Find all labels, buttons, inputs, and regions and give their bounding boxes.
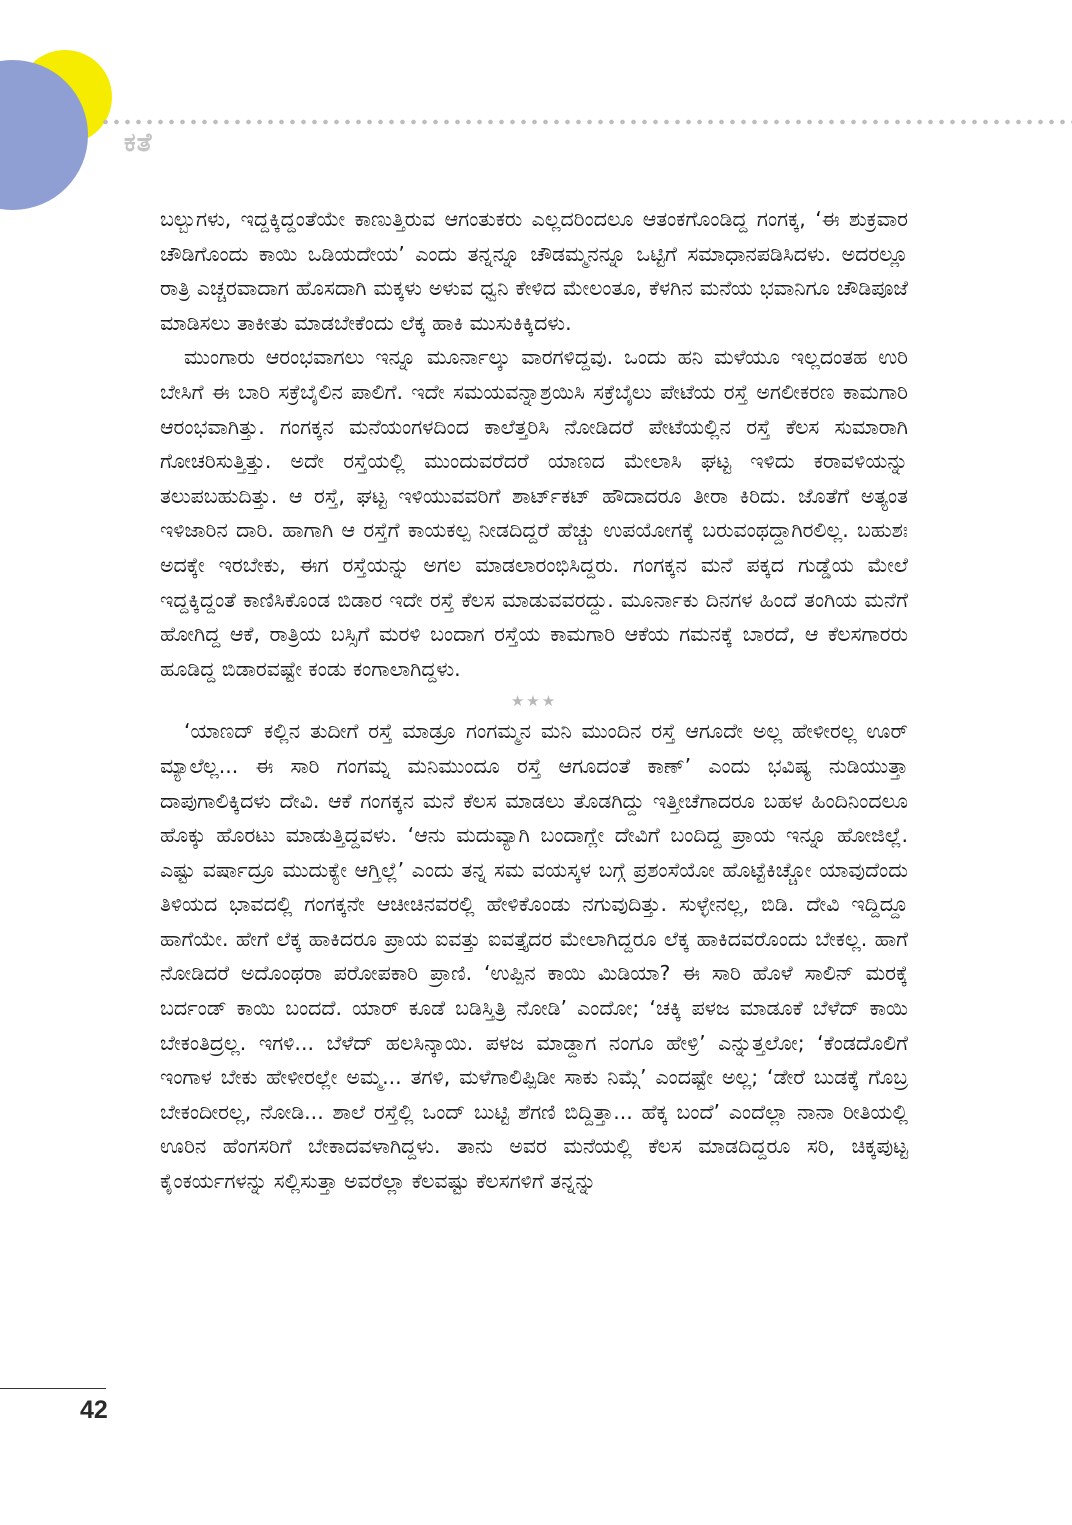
paragraph-1: ಬಲ್ಬುಗಳು, ಇದ್ದಕ್ಕಿದ್ದಂತೆಯೇ ಕಾಣುತ್ತಿರುವ ಆಗಂತುಕರು ಎಲ್ಲದರಿಂದಲೂ ಆತಂಕಗೊಂಡಿದ್ದ ಗಂಗಕ್ಕ, ‘ಈ ಶುಕ್ರವಾರ ಚೌಡಿಗೊಂದು ಕಾಯಿ ಒಡಿಯದೇಯ’ ಎಂದು ತನ್ನನ್ನೂ ಚೌಡಮ್ಮನನ್ನೂ ಒಟ್ಟಿಗೆ ಸಮಾಧಾನಪಡಿಸಿದಳು. ಅದರಲ್ಲೂ ರಾತ್ರಿ ಎಚ್ಚರವಾದಾಗ ಹೊಸದಾಗಿ ಮಕ್ಕಳು ಅಳುವ ಧ್ವನಿ ಕೇಳಿದ ಮೇಲಂತೂ, ಕೆಳಗಿನ ಮನೆಯ ಭವಾನಿಗೂ ಚೌಡಿಪೂಜೆ ಮಾಡಿಸಲು ತಾಕೀತು ಮಾಡಬೇಕೆಂದು ಲೆಕ್ಕ ಹಾಕಿ ಮುಸುಕಿಕ್ಕಿದಳು. [160,207,908,335]
story-body [160,202,908,1199]
section-label: ಕತೆ [124,128,153,158]
paragraph-2: ಮುಂಗಾರು ಆರಂಭವಾಗಲು ಇನ್ನೂ ಮೂರ್ನಾಲ್ಕು ವಾರಗಳಿದ್ದವು. ಒಂದು ಹನಿ ಮಳೆಯೂ ಇಲ್ಲದಂತಹ ಉರಿ ಬೇಸಿಗೆ ಈ ಬಾರಿ ಸಕ್ರೆಬೈಲಿನ ಪಾಲಿಗೆ. ಇದೇ ಸಮಯವನ್ನಾಶ್ರಯಿಸಿ ಸಕ್ರೆಬೈಲು ಪೇಟೆಯ ರಸ್ತೆ ಅಗಲೀಕರಣ ಕಾಮಗಾರಿ ಆರಂಭವಾಗಿತ್ತು. ಗಂಗಕ್ಕನ ಮನೆಯಂಗಳದಿಂದ ಕಾಲೆತ್ತರಿಸಿ ನೋಡಿದರೆ ಪೇಟೆಯಲ್ಲಿನ ರಸ್ತೆ ಕೆಲಸ ಸುಮಾರಾಗಿ ಗೋಚರಿಸುತ್ತಿತ್ತು. ಅದೇ ರಸ್ತೆಯಲ್ಲಿ ಮುಂದುವರೆದರೆ ಯಾಣದ ಮೇಲಾಸಿ ಘಟ್ಟ ಇಳಿದು ಕರಾವಳಿಯನ್ನು ತಲುಪಬಹುದಿತ್ತು. ಆ ರಸ್ತೆ, ಘಟ್ಟ ಇಳಿಯುವವರಿಗೆ ಶಾರ್ಟ್‌ಕಟ್ ಹೌದಾದರೂ ತೀರಾ ಕಿರಿದು. ಜೊತೆಗೆ ಅತ್ಯಂತ ಇಳಿಜಾರಿನ ದಾರಿ. ಹಾಗಾಗಿ ಆ ರಸ್ತೆಗೆ ಕಾಯಕಲ್ಪ ನೀಡದಿದ್ದರೆ ಹೆಚ್ಚು ಉಪಯೋಗಕ್ಕೆ ಬರುವಂಥದ್ದಾಗಿರಲಿಲ್ಲ. ಬಹುಶಃ ಅದಕ್ಕೇ ಇರಬೇಕು, ಈಗ ರಸ್ತೆಯನ್ನು ಅಗಲ ಮಾಡಲಾರಂಭಿಸಿದ್ದರು. ಗಂಗಕ್ಕನ ಮನೆ ಪಕ್ಕದ ಗುಡ್ಡೆಯ ಮೇಲೆ ಇದ್ದಕ್ಕಿದ್ದಂತೆ ಕಾಣಿಸಿಕೊಂಡ ಬಿಡಾರ ಇದೇ ರಸ್ತೆ ಕೆಲಸ ಮಾಡುವವರದ್ದು. ಮೂರ್ನಾಕು ದಿನಗಳ ಹಿಂದೆ ತಂಗಿಯ ಮನೆಗೆ ಹೋಗಿದ್ದ ಆಕೆ, ರಾತ್ರಿಯ ಬಸ್ಸಿಗೆ ಮರಳಿ ಬಂದಾಗ ರಸ್ತೆಯ ಕಾಮಗಾರಿ ಆಕೆಯ ಗಮನಕ್ಕೆ ಬಾರದೆ, ಆ ಕೆಲಸಗಾರರು ಹೂಡಿದ್ದ ಬಿಡಾರವಷ್ಟೇ ಕಂಡು ಕಂಗಾಲಾಗಿದ್ದಳು. [160,345,908,681]
dotted-header-rule [100,118,1072,126]
paragraph-3: ‘ಯಾಣದ್ ಕಲ್ಲಿನ ತುದೀಗೆ ರಸ್ತೆ ಮಾಡ್ರೂ ಗಂಗಮ್ಮನ ಮನಿ ಮುಂದಿನ ರಸ್ತೆ ಆಗೂದೇ ಅಲ್ಲ ಹೇಳೀರಲ್ಲ ಊರ್ ಮ್ಯಾಲೆಲ್ಲ... ಈ ಸಾರಿ ಗಂಗಮ್ನ ಮನಿಮುಂದೂ ರಸ್ತೆ ಆಗೂದಂತೆ ಕಾಣ್’ ಎಂದು ಭವಿಷ್ಯ ನುಡಿಯುತ್ತಾ ದಾಪುಗಾಲಿಕ್ಕಿದಳು ದೇವಿ. ಆಕೆ ಗಂಗಕ್ಕನ ಮನೆ ಕೆಲಸ ಮಾಡಲು ತೊಡಗಿದ್ದು ಇತ್ತೀಚೆಗಾದರೂ ಬಹಳ ಹಿಂದಿನಿಂದಲೂ ಹೊಕ್ಕು ಹೊರಟು ಮಾಡುತ್ತಿದ್ದವಳು. ‘ಆನು ಮದುವ್ಯಾಗಿ ಬಂದಾಗ್ಲೇ ದೇವಿಗೆ ಬಂದಿದ್ದ ಪ್ರಾಯ ಇನ್ನೂ ಹೋಜಿಲ್ಲೆ. ಎಷ್ಟು ವರ್ಷಾದ್ರೂ ಮುದುಕ್ಯೇ ಆಗ್ತಿಲ್ಲೆ’ ಎಂದು ತನ್ನ ಸಮ ವಯಸ್ಕಳ ಬಗ್ಗೆ ಪ್ರಶಂಸೆಯೋ ಹೊಟ್ಟೆಕಿಚ್ಚೋ ಯಾವುದೆಂದು ತಿಳಿಯದ ಭಾವದಲ್ಲಿ ಗಂಗಕ್ಕನೇ ಆಚೀಚಿನವರಲ್ಲಿ ಹೇಳಿಕೊಂಡು ನಗುವುದಿತ್ತು. ಸುಳ್ಳೇನಲ್ಲ, ಬಿಡಿ. ದೇವಿ ಇದ್ದಿದ್ದೂ ಹಾಗೆಯೇ. ಹೇಗೆ ಲೆಕ್ಕ ಹಾಕಿದರೂ ಪ್ರಾಯ ಐವತ್ತು ಐವತ್ತೈದರ ಮೇಲಾಗಿದ್ದರೂ ಲೆಕ್ಕ ಹಾಕಿದವರೊಂದು ಬೇಕಲ್ಲ. ಹಾಗೆ ನೋಡಿದರೆ ಅದೊಂಥರಾ ಪರೋಪಕಾರಿ ಪ್ರಾಣಿ. ‘ಉಪ್ಪಿನ ಕಾಯಿ ಮಿಡಿಯಾ? ಈ ಸಾರಿ ಹೊಳೆ ಸಾಲಿನ್ ಮರಕ್ಕೆ ಬರ್ದಂಡ್ ಕಾಯಿ ಬಂದದೆ. ಯಾರ್ ಕೂಡೆ ಬಡಿಸ್ತಿತ್ರಿ ನೋಡಿ’ ಎಂದೋ; ‘ಚಕ್ಕಿ ಪಳಜ ಮಾಡೂಕೆ ಬೆಳೆದ್ ಕಾಯಿ ಬೇಕಂತಿದ್ರಲ್ಲ. ಇಗಳಿ... ಬೆಳೆದ್ ಹಲಸಿನ್ಕಾಯಿ. ಪಳಜ ಮಾಡ್ದಾಗ ನಂಗೂ ಹೇಳ್ರಿ’ ಎನ್ನುತ್ತಲೋ; ‘ಕೆಂಡದೊಲಿಗೆ ಇಂಗಾಳ ಬೇಕು ಹೇಳೀರಲ್ಲೇ ಅಮ್ಮ... ತಗಳಿ, ಮಳೆಗಾಲಿಪ್ಪಿಡೀ ಸಾಕು ನಿಮ್ಗೆ’ ಎಂದಷ್ಟೇ ಅಲ್ಲ; ‘ಡೇರೆ ಬುಡಕ್ಕೆ ಗೊಬ್ರ ಬೇಕಂದೀರಲ್ಲ, ನೋಡಿ... ಶಾಲೆ ರಸ್ತೆಲ್ಲಿ ಒಂದ್ ಬುಟ್ಟಿ ಶೆಗಣಿ ಬಿದ್ದಿತ್ತಾ... ಹೆಕ್ಕ ಬಂದೆ’ ಎಂದೆಲ್ಲಾ ನಾನಾ ರೀತಿಯಲ್ಲಿ ಊರಿನ ಹೆಂಗಸರಿಗೆ ಬೇಕಾದವಳಾಗಿದ್ದಳು. ತಾನು ಅವರ ಮನೆಯಲ್ಲಿ ಕೆಲಸ ಮಾಡದಿದ್ದರೂ ಸರಿ, ಚಿಕ್ಕಪುಟ್ಟ ಕೈಂಕರ್ಯಗಳನ್ನು ಸಲ್ಲಿಸುತ್ತಾ ಅವರೆಲ್ಲಾ ಕೆಲವಷ್ಟು ಕೆಲಸಗಳಿಗೆ ತನ್ನನ್ನು [160,719,908,1194]
section-separator: ★★★ [510,692,558,711]
page-number: 42 [80,1396,108,1424]
footer-rule [0,1388,106,1389]
